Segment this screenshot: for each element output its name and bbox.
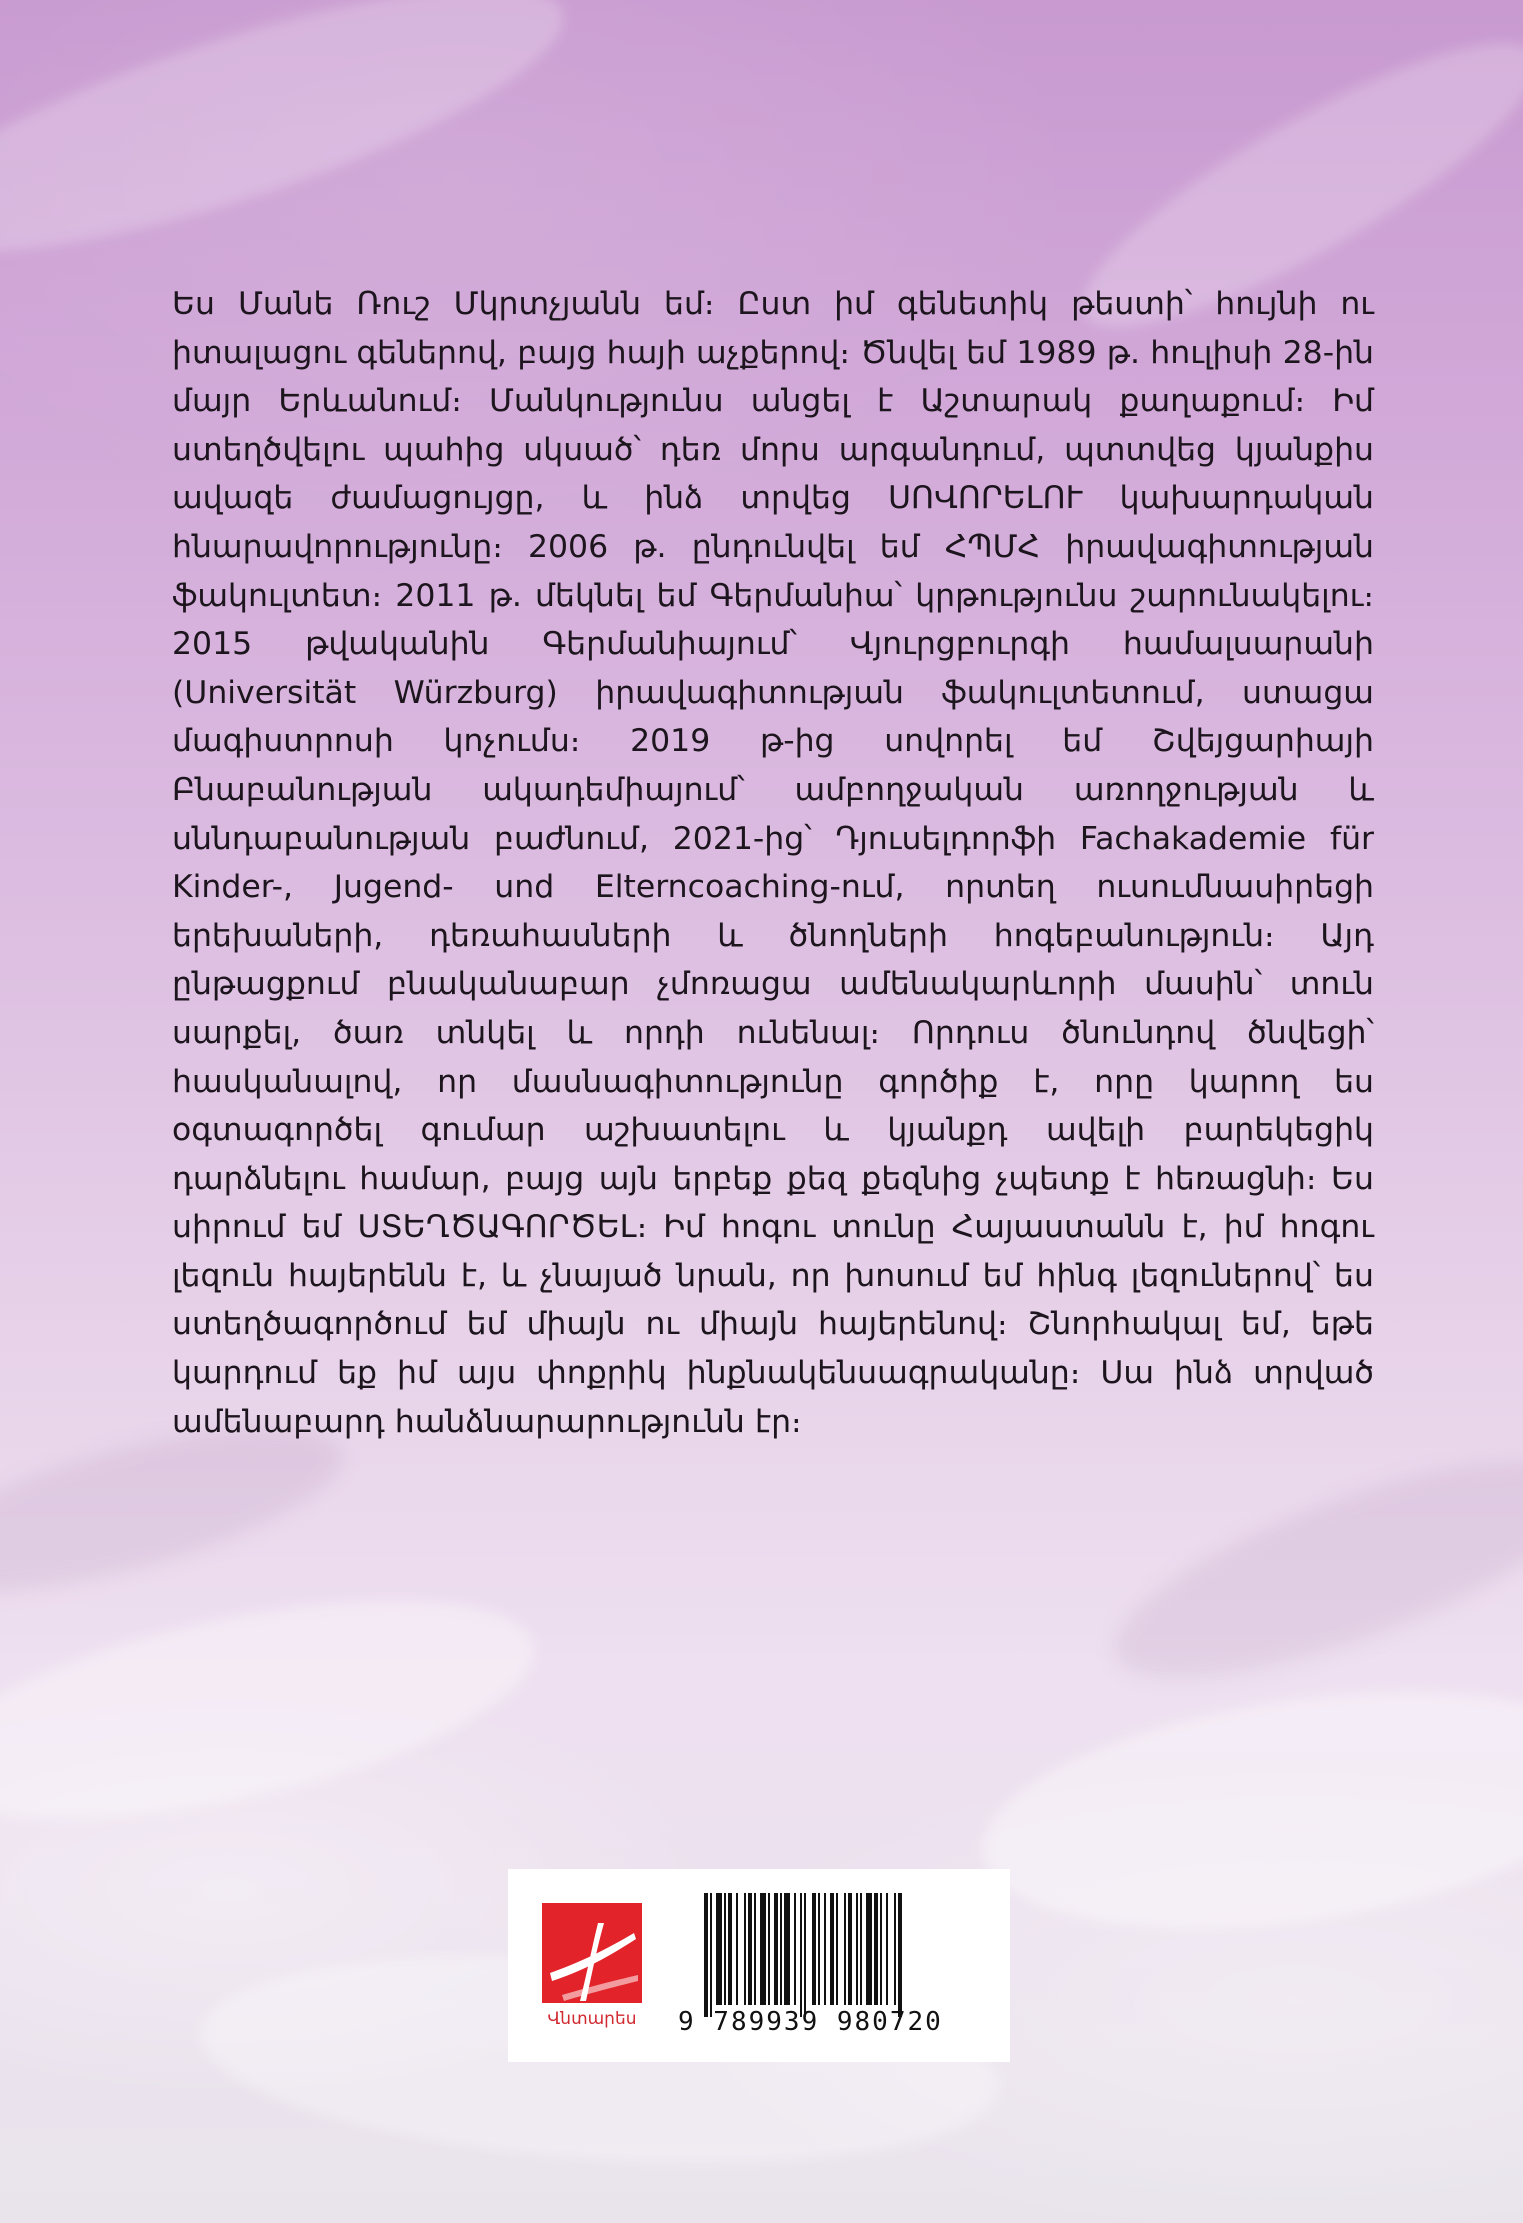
barcode-bar [704, 1893, 708, 2017]
barcode-bar [754, 1893, 756, 2005]
barcode-bar [880, 1893, 882, 2005]
brush-shadow [1091, 1419, 1523, 1722]
brush-stroke [0, 1558, 552, 1863]
barcode-bar [744, 1893, 746, 2005]
barcode-bar [874, 1893, 878, 2005]
barcode-bar [824, 1893, 826, 2005]
barcode-bar [848, 1893, 852, 2005]
barcode-bar [800, 1893, 802, 2017]
isbn-number: 9 789939 980720 [678, 2007, 943, 2037]
barcode-bar [780, 1893, 782, 2005]
barcode-bar [728, 1893, 732, 2005]
isbn-barcode [702, 1893, 992, 2017]
barcode-bar [830, 1893, 834, 2005]
barcode-bar [898, 1893, 902, 2017]
barcode-bar [736, 1893, 738, 2005]
author-biography-text: Ես Մանե Ռուշ Մկրտչյանն եմ։ Ըստ իմ գենետիկ թեստի՝ հույնի ու իտալացու գեներով, բայց հայի աչքերով։ Ծնվել եմ 1989 թ. հուլիսի 28-ին մայր Երևանում։ Մանկությունս անցել է Աշտարակ քաղաքում։ Իմ ստեղծվելու պահից սկսած՝ դեռ մորս արգանդում, պտտվեց կյանքիս ավազե ժամացույցը, և ինձ տրվեց ՍՈՎՈՐԵԼՈՒ կախարդական հնարավորությունը։ 2006 թ. ընդունվել եմ ՀՊՄՀ իրավագիտության ֆակուլտետ։ 2011 թ. մեկնել եմ Գերմանիա՝ կրթությունս շարունակելու։ 2015 թվականին Գերմանիայում՝ Վյուրցբուրգի համալսարանի (Universität Würzburg) իրավագիտության ֆակուլտետում, ստացա մագիստրոսի կոչումս։ 2019 թ-ից սովորել եմ Շվեյցարիայի Բնաբանության ակադեմիայում՝ ամբողջական առողջության և սննդաբանության բաժնում, 2021-ից՝ Դյուսելդորֆի Fachakademie für Kinder-, Jugend- und Elterncoaching-ում, որտեղ ուսումնասիրեցի երեխաների, դեռահասների և ծնողների հոգեբանություն։ Այդ ընթացքում բնականաբար չմոռացա ամենակարևորի մասին՝ տուն սարքել, ծառ տնկել և որդի ունենալ։ Որդուս ծնունդով ծնվեցի՝ հասկանալով, որ մասնագիտությունը գործիք է, որը կարող ես օգտագործել գումար աշխատելու և կյանքդ ավելի բարեկեցիկ դարձնելու համար, բայց այն երբեք քեզ քեզնից չպետք է հեռացնի։ Ես սիրում եմ ՍՏԵՂԾԱԳՈՐԾԵԼ։ Իմ հոգու տունը Հայաստանն է, իմ հոգու լեզուն հայերենն է, և չնայած նրան, որ խոսում եմ հինգ լեզուներով՝ ես ստեղծագործում եմ միայն ու միայն հայերենով։ Շնորհակալ եմ, եթե կարդում եք իմ այս փոքրիկ ինքնակենսագրականը։ Սա ինձ տրված ամենաբարդ հանձնարարությունն էր։ [172, 286, 1374, 1440]
barcode-bar [716, 1893, 722, 2005]
barcode-bar [710, 1893, 712, 2017]
publisher-name: Վնտարես [547, 2009, 637, 2029]
barcode-bar [856, 1893, 858, 2005]
barcode-bar [794, 1893, 796, 2005]
barcode-bar [836, 1893, 838, 2005]
barcode-bar [812, 1893, 816, 2005]
publisher-logo [542, 1903, 642, 2003]
barcode-bar [894, 1893, 896, 2005]
barcode-bar [866, 1893, 872, 2005]
barcode-bar [724, 1893, 726, 2005]
brush-stroke [968, 1657, 1523, 1964]
barcode-bar [748, 1893, 752, 2005]
barcode-bar [818, 1893, 820, 2005]
barcode-bar [760, 1893, 766, 2005]
brush-stroke [0, 0, 588, 304]
barcode-bar [860, 1893, 862, 2005]
barcode-bar [774, 1893, 778, 2005]
barcode-panel [508, 1869, 1010, 2062]
barcode-bar [768, 1893, 770, 2005]
barcode-bar [804, 1893, 806, 2017]
barcode-bar [844, 1893, 846, 2005]
barcode-bar [784, 1893, 790, 2005]
barcode-bar [886, 1893, 888, 2005]
